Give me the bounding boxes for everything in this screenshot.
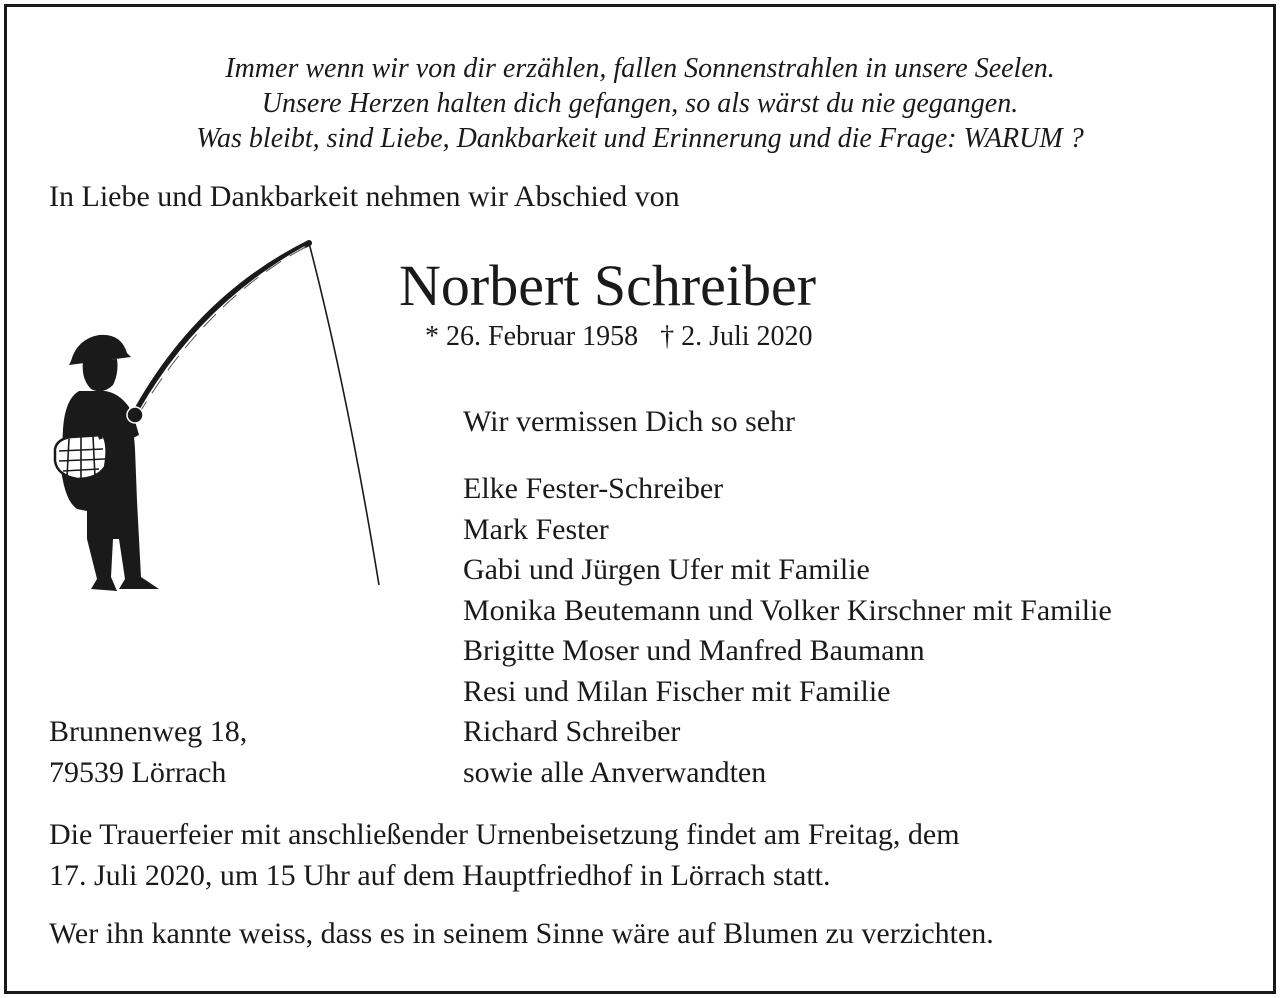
life-dates bbox=[425, 321, 813, 353]
address-city: 79539 Lörrach bbox=[49, 755, 227, 789]
poem-line-2: Unsere Herzen halten dich gefangen, so als wärst du nie gegangen. bbox=[261, 88, 1019, 119]
flowers-note: Wer ihn kannte weiss, dass es in seinem Sinne wäre auf Blumen zu verzichten. bbox=[49, 917, 994, 950]
angler-silhouette-icon bbox=[47, 239, 387, 599]
poem-line-1: Immer wenn wir von dir erzählen, fallen Sonnenstrahlen in unsere Seelen. bbox=[225, 53, 1055, 84]
list-item: sowie alle Anverwandten bbox=[463, 755, 767, 789]
list-item: Gabi und Jürgen Ufer mit Familie bbox=[463, 553, 870, 586]
obituary-notice bbox=[4, 4, 1276, 994]
poem-line-3: Was bleibt, sind Liebe, Dankbarkeit und Erinnerung und die Frage: WARUM ? bbox=[196, 123, 1084, 154]
list-item: Elke Fester-Schreiber bbox=[463, 472, 724, 505]
list-item: Monika Beutemann und Volker Kirschner mit Familie bbox=[463, 593, 1112, 627]
address-street: Brunnenweg 18, bbox=[49, 715, 248, 748]
intro-text: In Liebe und Dankbarkeit nehmen wir Abschied von bbox=[49, 180, 680, 213]
funeral-line-1: Die Trauerfeier mit anschließender Urnenbeisetzung findet am Freitag, dem bbox=[49, 818, 960, 851]
funeral-info bbox=[49, 815, 960, 896]
list-item: Brigitte Moser und Manfred Baumann bbox=[463, 634, 925, 667]
memorial-poem bbox=[7, 51, 1273, 156]
list-item: Mark Fester bbox=[463, 512, 609, 546]
memorial-message: Wir vermissen Dich so sehr bbox=[463, 405, 796, 438]
mourners-list bbox=[463, 469, 1112, 793]
mourner-address bbox=[49, 712, 247, 793]
funeral-line-2: 17. Juli 2020, um 15 Uhr auf dem Hauptfriedhof in Lörrach statt. bbox=[49, 858, 831, 892]
deceased-name: Norbert Schreiber bbox=[399, 253, 817, 318]
death-date: † 2. Juli 2020 bbox=[660, 321, 813, 352]
list-item: Resi und Milan Fischer mit Familie bbox=[463, 674, 891, 708]
birth-date: * 26. Februar 1958 bbox=[425, 321, 639, 352]
list-item: Richard Schreiber bbox=[463, 715, 681, 748]
